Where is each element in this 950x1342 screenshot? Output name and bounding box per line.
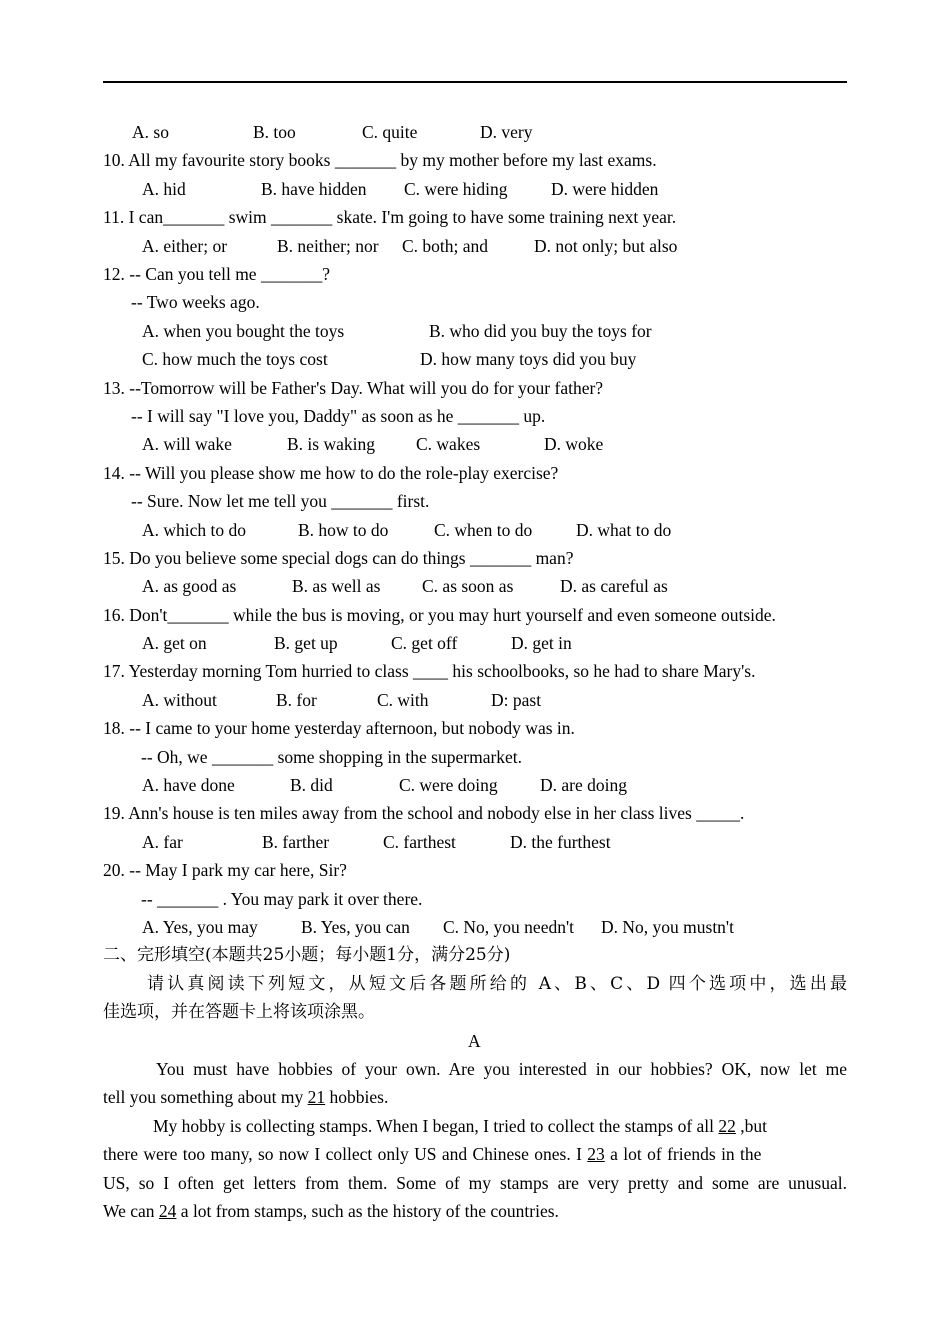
question-18-answer-line: -- Oh, we _______ some shopping in the supermarket. [141,747,523,767]
option-c: C. get off [391,633,458,653]
passage-line [153,1115,767,1137]
option-a: A. get on [142,633,207,653]
option-b: B. who did you buy the toys for [429,321,652,341]
option-d: D: past [491,690,542,710]
blank-21: 21 [307,1087,326,1107]
option-c: C. with [377,690,429,710]
option-a: A. Yes, you may [142,917,258,937]
option-d: D. are doing [540,775,627,795]
passage-text: ,but [735,1116,768,1136]
passage-label: A [468,1031,481,1051]
passage-text: We can [103,1201,159,1221]
passage-text: My hobby is collecting stamps. When I began, I tried to collect the stamps of all [153,1116,719,1136]
option-d: D. get in [511,633,572,653]
passage-line [103,1143,761,1165]
option-d: D. the furthest [510,832,611,852]
question-10-stem: 10. All my favourite story books _______ by my mother before my last exams. [103,150,657,170]
question-19-stem: 19. Ann's house is ten miles away from the school and nobody else in her class lives _____. [103,803,745,823]
question-18-stem: 18. -- I came to your home yesterday afternoon, but nobody was in. [103,718,575,738]
blank-22: 22 [718,1116,736,1136]
option-d: D. what to do [576,520,672,540]
option-b: B. as well as [292,576,381,596]
question-17-stem: 17. Yesterday morning Tom hurried to class ____ his schoolbooks, so he had to share Mary's. [103,661,756,681]
option-a: A. far [142,832,183,852]
option-b: B. Yes, you can [301,917,410,937]
option-b: B. neither; nor [277,236,379,256]
option-d: D. woke [544,434,604,454]
option-c: C. No, you needn't [443,917,574,937]
option-a: A. so [132,122,169,142]
option-b: B. farther [262,832,330,852]
question-14-answer-line: -- Sure. Now let me tell you _______ first. [131,491,430,511]
option-d: D. very [480,122,533,142]
blank-23: 23 [587,1144,605,1164]
option-c: C. when to do [434,520,533,540]
passage-text: hobbies. [325,1087,389,1107]
question-14-stem: 14. -- Will you please show me how to do the role-play exercise? [103,463,559,483]
option-c: C. farthest [383,832,456,852]
option-d: D. No, you mustn't [601,917,734,937]
option-a: A. as good as [142,576,237,596]
option-c: C. quite [362,122,418,142]
question-12-stem: 12. -- Can you tell me _______? [103,264,330,284]
option-a: A. will wake [142,434,232,454]
passage-line [103,1200,559,1222]
question-13-answer-line: -- I will say "I love you, Daddy" as soon as he _______ up. [131,406,546,426]
question-20-stem: 20. -- May I park my car here, Sir? [103,860,347,880]
option-a: A. hid [142,179,186,199]
option-c: C. wakes [416,434,481,454]
passage-text: there were too many, so now I collect only US and Chinese ones. I [103,1144,588,1164]
option-b: B. get up [274,633,338,653]
option-b: B. how to do [298,520,389,540]
passage-text: a lot from stamps, such as the history of the countries. [176,1201,559,1221]
question-13-stem: 13. --Tomorrow will be Father's Day. What will you do for your father? [103,378,604,398]
option-d: D. how many toys did you buy [420,349,637,369]
option-c: C. were doing [399,775,498,795]
option-a: A. when you bought the toys [142,321,345,341]
option-d: D. as careful as [560,576,668,596]
question-12-answer-line: -- Two weeks ago. [131,292,260,312]
option-c: C. how much the toys cost [142,349,328,369]
section-heading: 二、完形填空(本题共25小题；每小题1分，满分25分) [103,945,511,965]
option-a: A. without [142,690,217,710]
question-20-answer-line: -- _______ . You may park it over there. [141,889,423,909]
passage-line: US, so I often get letters from them. Some of my stamps are very pretty and some are unusual. [103,1173,847,1193]
option-a: A. have done [142,775,235,795]
blank-24: 24 [158,1201,177,1221]
option-b: B. have hidden [261,179,367,199]
question-16-stem: 16. Don't_______ while the bus is moving, or you may hurt yourself and even someone outside. [103,605,776,625]
option-a: A. which to do [142,520,247,540]
section-instruction-line2: 佳选项，并在答题卡上将该项涂黑。 [103,1002,375,1022]
option-b: B. is waking [287,434,375,454]
section-instruction-line1: 请认真阅读下列短文，从短文后各题所给的 A、B、C、D 四个选项中，选出最 [147,974,847,994]
option-a: A. either; or [142,236,228,256]
header-rule [103,81,847,83]
option-b: B. too [253,122,296,142]
option-b: B. for [276,690,317,710]
option-c: C. were hiding [404,179,508,199]
option-d: D. not only; but also [534,236,678,256]
passage-line: You must have hobbies of your own. Are you interested in our hobbies? OK, now let me [156,1059,847,1079]
passage-text: tell you something about my [103,1087,308,1107]
passage-text: a lot of friends in the [604,1144,762,1164]
option-b: B. did [290,775,333,795]
option-c: C. as soon as [422,576,514,596]
passage-line [103,1086,388,1108]
option-d: D. were hidden [551,179,659,199]
question-15-stem: 15. Do you believe some special dogs can do things _______ man? [103,548,574,568]
question-11-stem: 11. I can_______ swim _______ skate. I'm going to have some training next year. [103,207,677,227]
option-c: C. both; and [402,236,489,256]
